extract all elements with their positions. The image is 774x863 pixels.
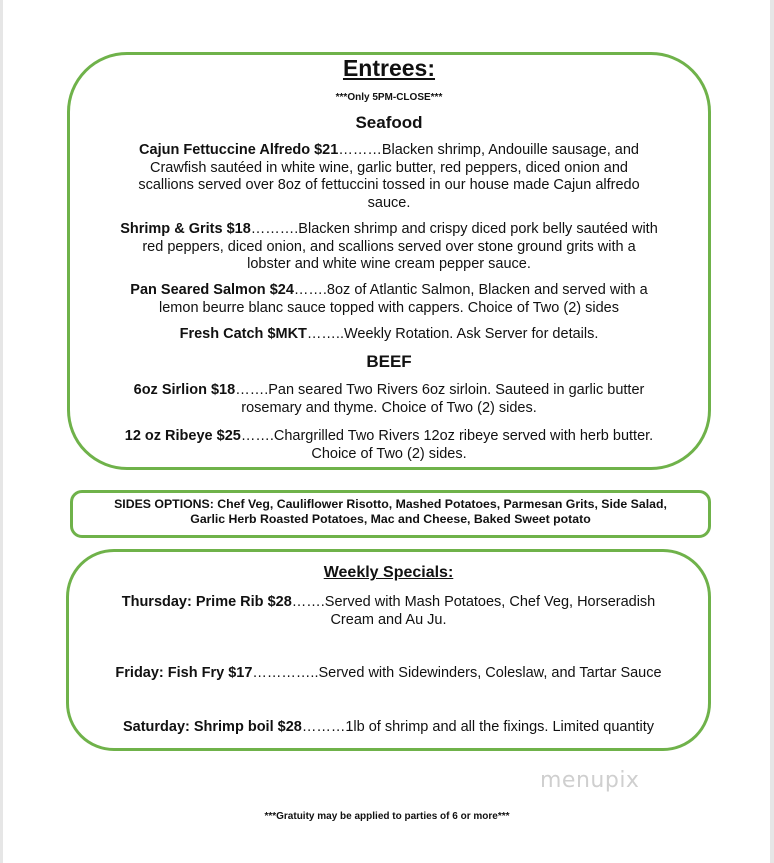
special-thursday: [69, 594, 708, 629]
menu-item-shrimp-grits: [70, 221, 708, 274]
item-desc-line: lobster and white wine cream pepper sauce.: [247, 256, 531, 272]
item-desc-line: red peppers, diced onion, and scallions served over stone ground grits with a: [142, 238, 636, 255]
item-desc-line: Served with Sidewinders, Coleslaw, and Tartar Sauce: [318, 665, 662, 681]
beef-heading: BEEF: [366, 352, 412, 371]
item-desc-line: scallions served over 8oz of fettuccini tossed in our house made Cajun alfredo: [138, 177, 640, 193]
entrees-hours-note: ***Only 5PM-CLOSE***: [335, 92, 443, 103]
item-dots: …….: [293, 282, 327, 298]
menupix-watermark: menupix: [540, 768, 640, 793]
item-dots: ………: [338, 142, 382, 158]
sides-panel: [70, 490, 711, 538]
item-dots: ……….: [250, 221, 299, 237]
menu-item-fresh-catch: [70, 326, 708, 344]
item-desc-line: Crawfish sautéed in white wine, garlic butter, red peppers, diced onion and: [150, 159, 628, 176]
item-name: Fresh Catch $MKT: [179, 326, 307, 342]
item-desc-line: Served with Mash Potatoes, Chef Veg, Horseradish: [324, 594, 656, 610]
page-edge-right: [770, 0, 774, 863]
page-edge-left: [0, 0, 3, 863]
item-desc-line: rosemary and thyme. Choice of Two (2) sides.: [241, 399, 537, 416]
item-dots: …….: [291, 594, 325, 610]
item-name: Shrimp & Grits $18: [120, 221, 251, 237]
menu-item-ribeye: [70, 428, 708, 463]
item-name: Friday: Fish Fry $17: [115, 665, 253, 681]
menu-item-pan-seared-salmon: [70, 282, 708, 317]
item-desc-line: Cream and Au Ju.: [330, 611, 447, 628]
weekly-specials-panel: [66, 549, 711, 751]
item-desc-line: Blacken shrimp and crispy diced pork belly sautéed with: [298, 221, 658, 237]
item-desc-line: Choice of Two (2) sides.: [311, 445, 467, 462]
menu-item-cajun-fettuccine: [70, 142, 708, 212]
seafood-heading: Seafood: [355, 113, 423, 132]
sides-options: [73, 497, 708, 527]
item-desc-line: sauce.: [367, 194, 411, 211]
weekly-specials-title: Weekly Specials:: [323, 564, 454, 581]
item-desc-line: 1lb of shrimp and all the fixings. Limited quantity: [345, 719, 655, 735]
special-saturday: [69, 719, 708, 737]
item-name: 12 oz Ribeye $25: [124, 428, 241, 444]
item-desc-line: lemon beurre blanc sauce topped with cappers. Choice of Two (2) sides: [159, 299, 619, 316]
item-name: Thursday: Prime Rib $28: [121, 594, 292, 610]
sides-line: Garlic Herb Roasted Potatoes, Mac and Cheese, Baked Sweet potato: [190, 512, 591, 526]
item-dots: …….: [235, 382, 269, 398]
item-desc-line: Blacken shrimp, Andouille sausage, and: [381, 142, 639, 158]
special-friday: [69, 665, 708, 683]
item-dots: …….: [240, 428, 274, 444]
menu-item-sirloin: [70, 382, 708, 417]
item-desc-line: 8oz of Atlantic Salmon, Blacken and served with a: [326, 282, 648, 298]
entrees-panel: [67, 52, 711, 470]
sides-line: SIDES OPTIONS: Chef Veg, Cauliflower Risotto, Mashed Potatoes, Parmesan Grits, Side Salad,: [114, 497, 667, 511]
item-name: 6oz Sirlion $18: [133, 382, 236, 398]
item-desc-line: Pan seared Two Rivers 6oz sirloin. Sauteed in garlic butter: [268, 382, 645, 398]
gratuity-note: ***Gratuity may be applied to parties of 6 or more***: [264, 811, 510, 822]
item-dots: ……..: [306, 326, 344, 342]
item-name: Cajun Fettuccine Alfredo $21: [139, 142, 339, 158]
item-desc-line: Chargrilled Two Rivers 12oz ribeye served with herb butter.: [273, 428, 654, 444]
item-name: Pan Seared Salmon $24: [130, 282, 294, 298]
item-dots: …………..: [252, 665, 319, 681]
item-desc-line: Weekly Rotation. Ask Server for details.: [343, 326, 599, 342]
entrees-title: Entrees:: [342, 55, 436, 81]
item-dots: ………: [301, 719, 346, 735]
item-name: Saturday: Shrimp boil $28: [122, 719, 302, 735]
